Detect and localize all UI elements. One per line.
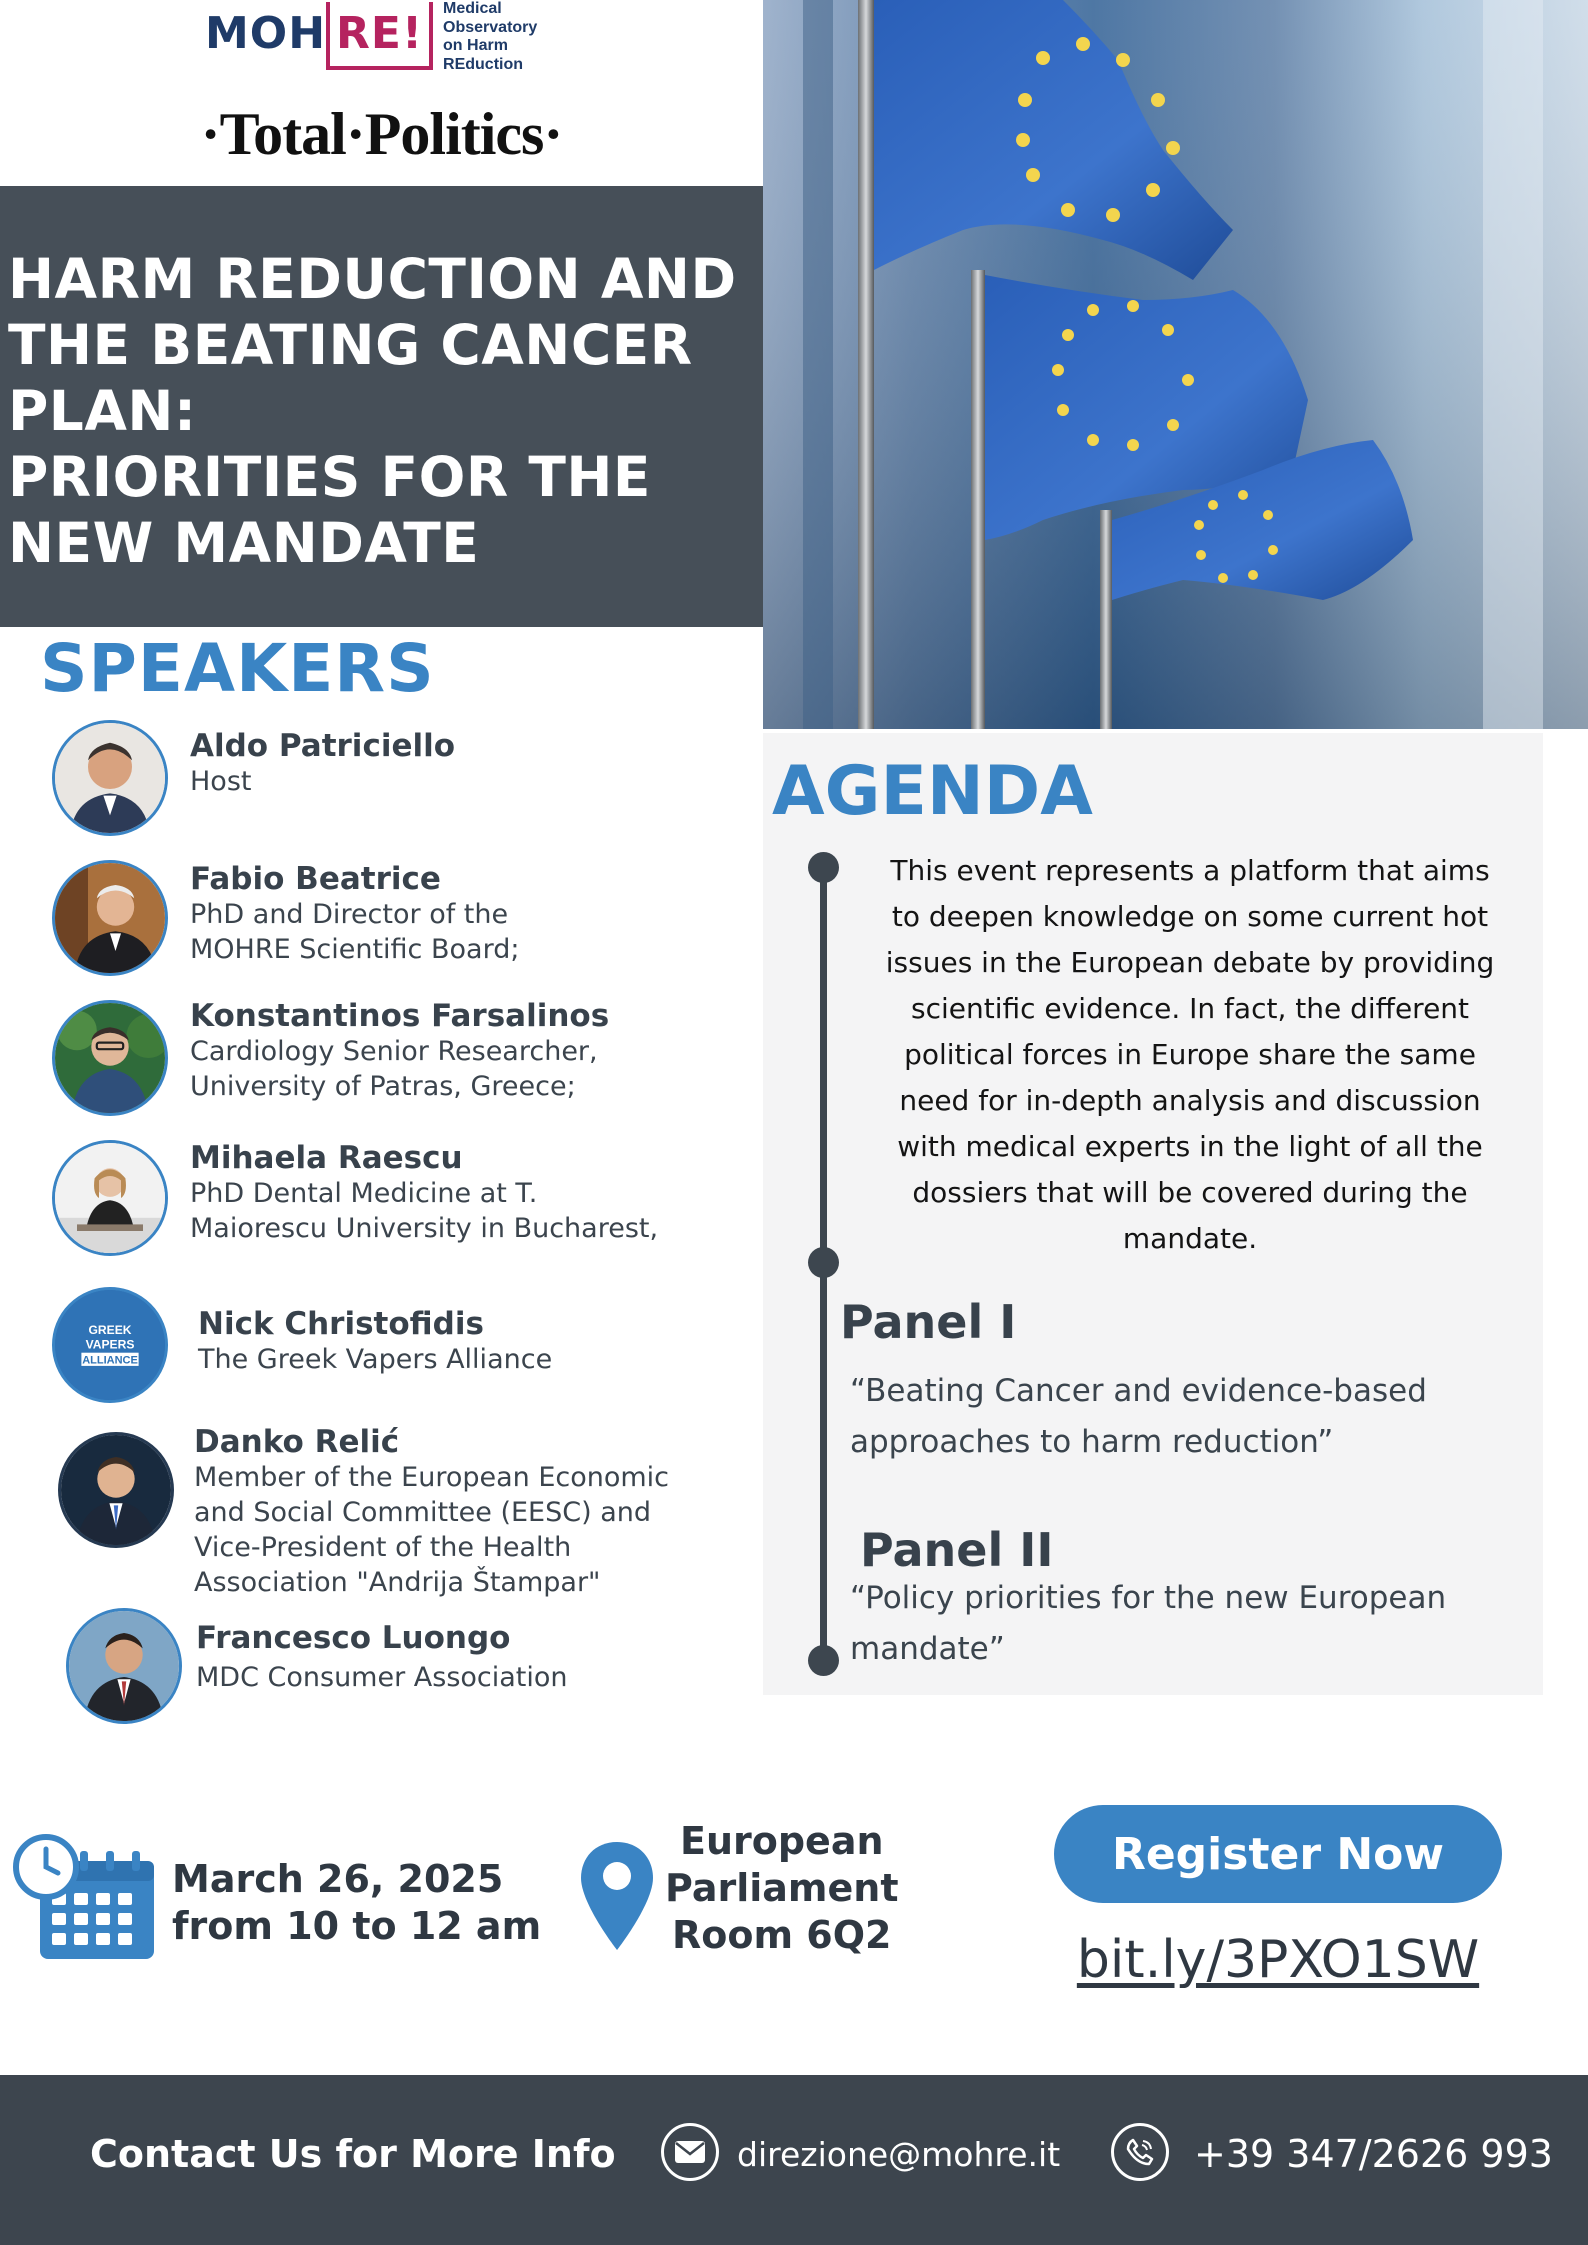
speaker-photo xyxy=(69,1611,179,1721)
total-politics-logo: ·Total·Politics· xyxy=(200,101,563,167)
agenda-description-line: scientific evidence. In fact, the different xyxy=(910,992,1470,1025)
agenda-description-line: mandate. xyxy=(1122,1222,1258,1255)
speaker-role: PhD and Director of the xyxy=(190,899,509,930)
mohre-tagline-line: Observatory xyxy=(443,18,538,36)
panel-topic-line: approaches to harm reduction” xyxy=(850,1424,1334,1460)
speaker-name: Francesco Luongo xyxy=(196,1620,511,1656)
eu-flags-illustration xyxy=(763,0,1588,729)
mohre-wordmark-re xyxy=(326,2,433,70)
event-title-line: PLAN: xyxy=(8,379,197,443)
panel-2-topic xyxy=(850,1573,1446,1675)
timeline-dot xyxy=(808,1645,839,1676)
agenda-description-line: political forces in Europe share the same xyxy=(904,1038,1476,1071)
speaker-photo xyxy=(55,863,165,973)
event-location-room: Room 6Q2 xyxy=(672,1913,892,1957)
gva-logo-line: ALLIANCE xyxy=(82,1354,138,1367)
speaker-text xyxy=(194,1424,669,1600)
speaker-role: Association "Andrija Štampar" xyxy=(194,1567,601,1598)
contact-phone[interactable]: +39 347/2626 993 xyxy=(1194,2132,1553,2176)
panel-topic-line: “Policy priorities for the new European xyxy=(850,1580,1447,1616)
speaker-text xyxy=(190,1140,658,1246)
speaker-name: Danko Relić xyxy=(194,1424,400,1460)
email-icon xyxy=(661,2123,719,2181)
speaker-role: Maiorescu University in Bucharest, xyxy=(190,1213,659,1244)
location-pin-icon xyxy=(577,1838,657,1954)
mohre-wordmark xyxy=(205,0,433,70)
speaker-role: MDC Consumer Association xyxy=(196,1662,568,1693)
mohre-wordmark-moh: MOH xyxy=(205,8,327,59)
event-location-line: Parliament xyxy=(665,1866,899,1910)
agenda-description-line: dossiers that will be covered during the xyxy=(912,1176,1468,1209)
speaker-avatar xyxy=(66,1608,182,1724)
speaker-name: Fabio Beatrice xyxy=(190,861,441,897)
speaker-avatar xyxy=(52,720,168,836)
panel-1-topic xyxy=(850,1366,1427,1468)
speaker-text xyxy=(190,861,519,967)
speaker-avatar xyxy=(52,1140,168,1256)
speaker-name: Konstantinos Farsalinos xyxy=(190,998,610,1034)
speaker-role: PhD Dental Medicine at T. xyxy=(190,1178,538,1209)
registration-link[interactable]: bit.ly/3PXO1SW xyxy=(1076,1930,1480,1990)
speaker-role: Member of the European Economic xyxy=(194,1462,670,1493)
event-title-line: PRIORITIES FOR THE xyxy=(8,445,651,509)
speaker-name: Mihaela Raescu xyxy=(190,1140,463,1176)
agenda-description-line: This event represents a platform that aims xyxy=(890,854,1490,887)
agenda-description-line: issues in the European debate by providing xyxy=(885,946,1495,979)
event-title-line: NEW MANDATE xyxy=(8,511,480,575)
event-title-line: THE BEATING CANCER xyxy=(8,313,693,377)
mohre-tagline-line: on Harm xyxy=(443,37,508,54)
register-now-button[interactable]: Register Now xyxy=(1054,1805,1502,1903)
speaker-photo xyxy=(55,1003,165,1113)
speaker-item xyxy=(58,1424,670,1600)
speaker-photo xyxy=(55,723,165,833)
phone-icon xyxy=(1111,2123,1169,2181)
title-block xyxy=(0,186,763,627)
agenda-heading: AGENDA xyxy=(772,752,1093,831)
speaker-photo xyxy=(55,1143,165,1253)
speaker-item xyxy=(52,860,519,976)
speaker-item xyxy=(52,1140,658,1256)
speaker-name: Aldo Patriciello xyxy=(190,728,456,764)
speaker-avatar xyxy=(52,860,168,976)
panel-topic-line: mandate” xyxy=(850,1631,1005,1667)
speaker-avatar xyxy=(58,1432,174,1548)
contact-email[interactable]: direzione@mohre.it xyxy=(737,2135,1061,2174)
agenda-description-line: with medical experts in the light of all the xyxy=(897,1130,1483,1163)
logo-area xyxy=(0,0,763,186)
timeline-dot xyxy=(808,852,839,883)
timeline-dot xyxy=(808,1247,839,1278)
speaker-item xyxy=(52,1287,552,1403)
speaker-item xyxy=(52,1000,609,1116)
event-location-line: European xyxy=(679,1819,884,1863)
speaker-role: The Greek Vapers Alliance xyxy=(198,1344,553,1375)
contact-label: Contact Us for More Info xyxy=(90,2132,616,2176)
mohre-wordmark-exclaim: ! xyxy=(401,8,424,59)
speaker-role: MOHRE Scientific Board; xyxy=(190,934,520,965)
agenda-description-line: need for in-depth analysis and discussion xyxy=(899,1084,1481,1117)
speaker-role: Vice-President of the Health xyxy=(194,1532,572,1563)
mohre-tagline-line: Medical xyxy=(443,0,502,17)
envelope-glyph xyxy=(674,2140,706,2164)
contact-footer xyxy=(0,2075,1588,2245)
event-date-line: March 26, 2025 xyxy=(172,1857,504,1901)
event-location xyxy=(665,1818,899,1959)
speaker-avatar xyxy=(52,1000,168,1116)
event-title-line: HARM REDUCTION AND xyxy=(8,247,737,311)
gva-logo-line: GREEK xyxy=(88,1323,132,1337)
calendar-clock-icon xyxy=(12,1833,157,1961)
greek-vapers-alliance-badge xyxy=(55,1290,165,1400)
speaker-photo xyxy=(61,1435,171,1545)
phone-glyph xyxy=(1125,2137,1155,2167)
speaker-text xyxy=(190,998,609,1104)
panel-1-title: Panel I xyxy=(840,1295,1017,1349)
speaker-name: Nick Christofidis xyxy=(198,1306,484,1342)
speaker-role: Cardiology Senior Researcher, xyxy=(190,1036,598,1067)
speaker-text xyxy=(196,1620,568,1695)
agenda-description-line: to deepen knowledge on some current hot xyxy=(891,900,1489,933)
greek-vapers-alliance-logo xyxy=(52,1287,168,1403)
mohre-tagline-line: REduction xyxy=(443,55,524,73)
mohre-tagline xyxy=(443,0,537,74)
speaker-role: Host xyxy=(190,766,252,797)
eu-flags-photo xyxy=(763,0,1588,729)
speaker-text xyxy=(190,728,455,799)
speakers-heading: SPEAKERS xyxy=(40,630,435,707)
mohre-logo xyxy=(205,0,537,76)
speaker-item xyxy=(52,720,455,836)
event-date xyxy=(172,1856,541,1950)
speaker-item xyxy=(66,1608,568,1724)
speaker-role: University of Patras, Greece; xyxy=(190,1071,576,1102)
speaker-text xyxy=(198,1306,552,1377)
event-title xyxy=(8,246,768,576)
panel-2-title: Panel II xyxy=(860,1523,1054,1577)
event-time-line: from 10 to 12 am xyxy=(172,1904,542,1948)
mohre-wordmark-re-text: RE xyxy=(336,8,402,59)
agenda-description xyxy=(862,848,1518,1262)
speaker-role: and Social Committee (EESC) and xyxy=(194,1497,652,1528)
gva-logo-line: VAPERS xyxy=(85,1337,135,1352)
panel-topic-line: “Beating Cancer and evidence-based xyxy=(850,1373,1427,1409)
